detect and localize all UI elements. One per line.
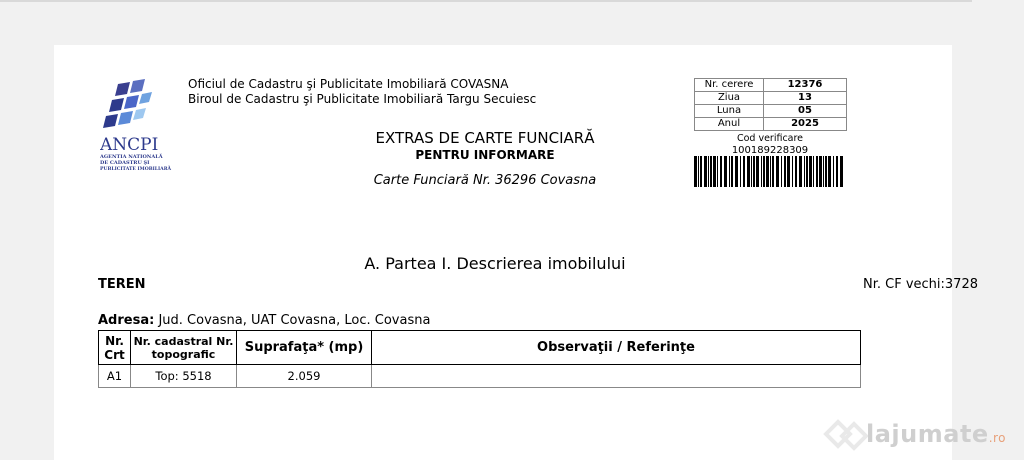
verification-code-label: Cod verificare bbox=[736, 133, 804, 144]
header-cadastral bbox=[131, 331, 237, 365]
request-value: 2025 bbox=[764, 118, 847, 131]
logo-name: ANCPI bbox=[100, 135, 159, 155]
logo-sub2: DE CADASTRU ŞI bbox=[100, 160, 150, 166]
header-suprafata: Suprafaţa* (mp) bbox=[237, 331, 372, 365]
document-title: EXTRAS DE CARTE FUNCIARĂ bbox=[375, 129, 595, 147]
request-row bbox=[695, 92, 847, 105]
office-line1: Oficiul de Cadastru şi Publicitate Imobiliară COVASNA bbox=[188, 77, 509, 91]
request-label: Nr. cerere bbox=[695, 79, 764, 92]
barcode-icon bbox=[694, 156, 846, 187]
request-info-table bbox=[694, 78, 847, 131]
request-label: Anul bbox=[695, 118, 764, 131]
watermark bbox=[866, 420, 1006, 448]
header-cadastral-line1: Nr. cadastral Nr. bbox=[133, 334, 234, 348]
header-nr-crt bbox=[99, 331, 131, 365]
parcel-table bbox=[98, 330, 861, 388]
address bbox=[98, 313, 430, 328]
watermark-suffix: .ro bbox=[988, 431, 1007, 445]
request-label: Luna bbox=[695, 105, 764, 118]
carte-funciara-number: Carte Funciară Nr. 36296 Covasna bbox=[373, 173, 597, 188]
request-label: Ziua bbox=[695, 92, 764, 105]
logo-sub3: PUBLICITATE IMOBILIARĂ bbox=[100, 167, 172, 170]
header-observatii: Observaţii / Referinţe bbox=[372, 331, 861, 365]
parcel-table-header bbox=[99, 331, 861, 365]
header-nr-line1: Nr. bbox=[105, 333, 124, 348]
request-row bbox=[695, 79, 847, 92]
watermark-text: lajumate bbox=[866, 420, 989, 448]
address-value: Jud. Covasna, UAT Covasna, Loc. Covasna bbox=[154, 313, 431, 328]
logo-sub1: AGENTIA NATIONALĂ bbox=[100, 154, 163, 160]
request-value: 13 bbox=[764, 92, 847, 105]
request-row bbox=[695, 105, 847, 118]
address-label: Adresa: bbox=[98, 313, 155, 328]
header-nr-line2: Crt bbox=[104, 347, 125, 362]
request-value: 12376 bbox=[764, 79, 847, 92]
top-divider bbox=[0, 0, 972, 2]
header-cadastral-line2: topografic bbox=[151, 347, 216, 361]
request-row bbox=[695, 118, 847, 131]
document-subtitle: PENTRU INFORMARE bbox=[415, 148, 555, 162]
table-row bbox=[99, 365, 861, 388]
office-line2: Biroul de Cadastru şi Publicitate Imobiliară Targu Secuiesc bbox=[188, 92, 537, 106]
section-title: A. Partea I. Descrierea imobilului bbox=[364, 254, 626, 273]
cell-cadastral: Top: 5518 bbox=[131, 365, 237, 388]
cell-suprafata: 2.059 bbox=[237, 365, 372, 388]
request-value: 05 bbox=[764, 105, 847, 118]
ancpi-logo bbox=[100, 78, 190, 170]
old-cf-number: Nr. CF vechi:3728 bbox=[863, 277, 978, 292]
property-type: TEREN bbox=[98, 277, 146, 292]
cell-observatii bbox=[372, 365, 861, 388]
cell-nr: A1 bbox=[99, 365, 131, 388]
verification-code-value: 100189228309 bbox=[731, 145, 809, 156]
office-header bbox=[188, 77, 536, 107]
